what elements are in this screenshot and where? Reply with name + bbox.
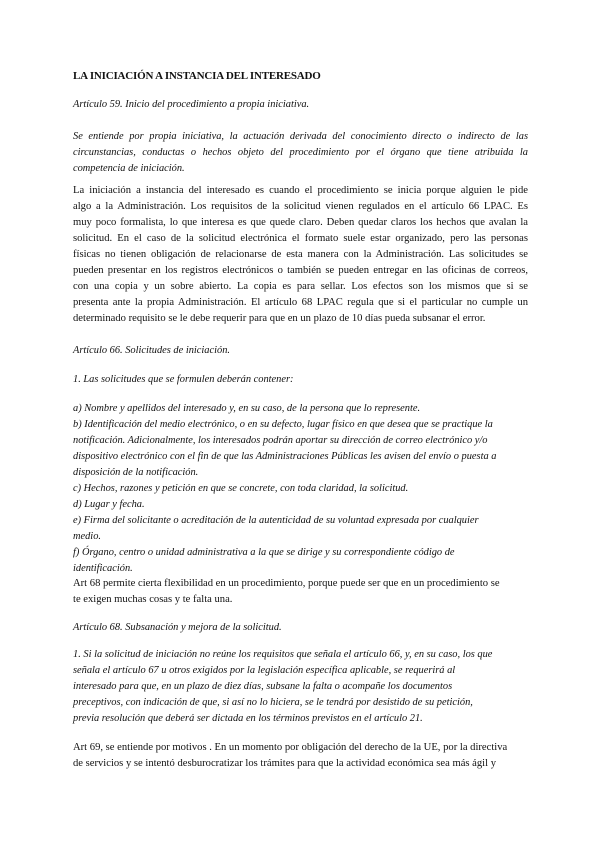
list-item: identificación. [73,563,133,574]
text-line: algo a la Administración. Los requisitos de la solicitud vienen regulados en el artículo 66 LPAC. Es [73,201,528,212]
text-line: pueden presentar en los registros electrónicos o también se pueden entregar en las oficinas de correos, [73,265,528,276]
list-item: notificación. Adicionalmente, los interesados podrán aportar su dirección de correo electrónico y/o [73,435,488,446]
paragraph-art69 [73,740,528,772]
text-line: solicitud. En el caso de la solicitud electrónica el formato suele estar organizado, pero las personas [73,233,528,244]
text-line: Art 69, se entiende por motivos . En un momento por obligación del derecho de la UE, por la directiva [73,742,508,753]
text-line: muy poco formalista, lo que interesa es que quede claro. Deben quedar claros los hechos que avalan la [73,217,528,228]
article-68-title: Artículo 68. Subsanación y mejora de la solicitud. [73,622,282,633]
text-line: determinado requisito se le debe requerir para que en un plazo de 10 días pueda subsanar el error. [73,313,486,324]
text-line: de servicios y se intentó desburocratizar los trámites para que la actividad económica sea más ágil y [73,758,497,769]
list-item: b) Identificación del medio electrónico, o en su defecto, lugar físico en que desea que se practique la [73,419,493,430]
article-68-text [73,647,528,727]
text-line: preceptivos, con indicación de que, si así no lo hiciera, se le tendrá por desistido de su petición, [73,697,473,708]
article-66-intro: 1. Las solicitudes que se formulen deberán contener: [73,374,294,385]
list-item: dispositivo electrónico con el fin de que las Administraciones Públicas les avisen del envío o puesta a [73,451,497,462]
list-item: disposición de la notificación. [73,467,199,478]
text-line: La iniciación a instancia del interesado es cuando el procedimiento se inicia porque alguien le pide [73,185,528,196]
text-line: con una copia y un sobre abierto. La copia es para sellar. Los efectos son los mismos que si se [73,281,528,292]
article-66-list [73,401,528,577]
paragraph-iniciacion [73,183,528,327]
article-59-title: Artículo 59. Inicio del procedimiento a propia iniciativa. [73,99,310,110]
paragraph-art68-comment [73,576,528,608]
list-item: d) Lugar y fecha. [73,499,145,510]
text-line: señala el artículo 67 u otros exigidos por la legislación específica aplicable, se requerirá al [73,665,456,676]
text-line: Art 68 permite cierta flexibilidad en un procedimiento, porque puede ser que en un procedimiento se [73,578,500,589]
text-line: circunstancias, conductas o hechos objeto del procedimiento por el órgano que tiene atribuida la [73,147,528,158]
list-item: e) Firma del solicitante o acreditación de la autenticidad de su voluntad expresada por cualquier [73,515,479,526]
list-item: medio. [73,531,101,542]
text-line: interesado para que, en un plazo de diez días, subsane la falta o acompañe los documentos [73,681,453,692]
page-title: LA INICIACIÓN A INSTANCIA DEL INTERESADO [73,70,321,82]
article-66-title: Artículo 66. Solicitudes de iniciación. [73,345,230,356]
text-line: 1. Si la solicitud de iniciación no reúne los requisitos que señala el artículo 66, y, en su caso, los que [73,649,493,660]
list-item: c) Hechos, razones y petición en que se concrete, con toda claridad, la solicitud. [73,483,409,494]
text-line: físicas no tienen obligación de relacionarse de esta manera con la Administración. Las solicitudes se [73,249,528,260]
text-line: competencia de iniciación. [73,163,185,174]
article-59-text [73,129,528,177]
list-item: a) Nombre y apellidos del interesado y, en su caso, de la persona que lo represente. [73,403,421,414]
list-item: f) Órgano, centro o unidad administrativa a la que se dirige y su correspondiente código de [73,547,455,558]
text-line: presenta ante la propia Administración. El artículo 68 LPAC regula que si el particular no cumple un [73,297,528,308]
text-line: previa resolución que deberá ser dictada en los términos previstos en el artículo 21. [73,713,423,724]
text-line: Se entiende por propia iniciativa, la actuación derivada del conocimiento directo o indirecto de las [73,131,528,142]
text-line: te exigen muchas cosas y te falta una. [73,594,233,605]
